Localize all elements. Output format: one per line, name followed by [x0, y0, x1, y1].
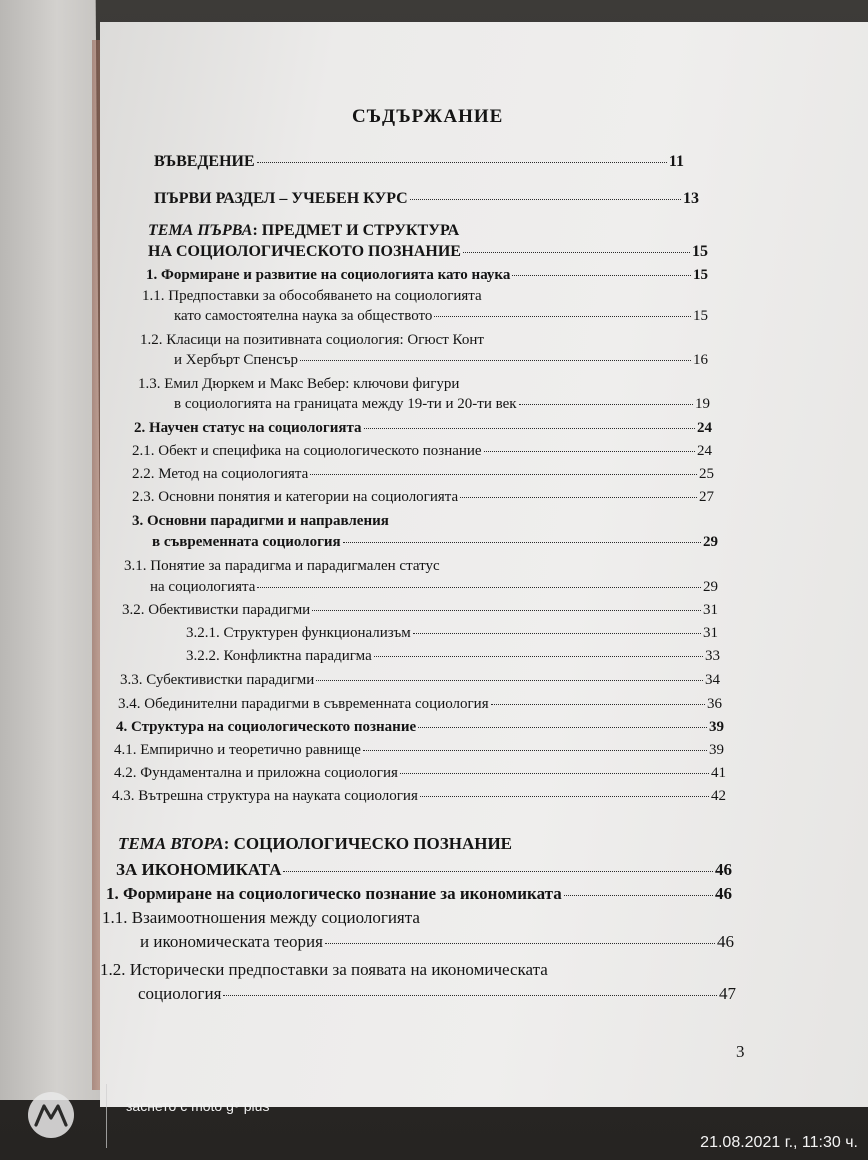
- toc-entry: [174, 352, 708, 369]
- toc-entry-label: 3.4. Обединителни парадигми в съвременната социология: [118, 696, 489, 712]
- leader-dots: [484, 451, 695, 452]
- motorola-logo-icon: [28, 1092, 74, 1138]
- toc-theme-rest: : СОЦИОЛОГИЧЕСКО ПОЗНАНИЕ: [223, 834, 513, 853]
- toc-entry-page: 24: [697, 420, 712, 436]
- toc-entry-label: в съвременната социология: [152, 534, 341, 550]
- toc-theme-rest: : ПРЕДМЕТ И СТРУКТУРА: [252, 222, 460, 239]
- toc-entry-page: 15: [693, 308, 708, 324]
- toc-entry-label: и икономическата теория: [140, 932, 323, 951]
- toc-entry: [186, 625, 718, 642]
- toc-entry: [112, 788, 726, 805]
- watermark-caption: заснето с moto g⁹ plus: [126, 1098, 270, 1114]
- toc-entry-page: 27: [699, 489, 714, 505]
- leader-dots: [364, 428, 695, 429]
- toc-entry: [154, 190, 699, 208]
- toc-entry: [148, 243, 708, 261]
- toc-entry-label: на социологията: [150, 579, 256, 595]
- leader-dots: [283, 871, 713, 872]
- left-page: [0, 0, 104, 1100]
- leader-dots: [325, 943, 715, 944]
- toc-entry: [132, 489, 714, 506]
- toc-entry-label: ЗА ИКОНОМИКАТА: [116, 860, 282, 879]
- toc-theme-heading: [118, 834, 512, 854]
- toc-entry: [138, 984, 736, 1004]
- toc-entry: [122, 602, 718, 619]
- toc-entry-page: 47: [719, 984, 736, 1003]
- leader-dots: [257, 162, 667, 163]
- toc-entry-page: 39: [709, 719, 724, 735]
- toc-entry-page: 42: [711, 788, 726, 804]
- toc-entry: [150, 579, 718, 596]
- toc-entry-label: и Хербърт Спенсър: [174, 352, 299, 368]
- toc-entry-label: 3. Основни парадигми и направления: [132, 513, 389, 529]
- toc-entry-page: 34: [705, 672, 720, 688]
- toc-entry: [152, 534, 718, 551]
- book-page: [100, 22, 868, 1107]
- toc-title: СЪДЪРЖАНИЕ: [352, 106, 504, 127]
- toc-entry-page: 25: [699, 466, 714, 482]
- toc-entry-label: 4.3. Вътрешна структура на науката социология: [112, 788, 418, 804]
- toc-entry-page: 24: [697, 443, 712, 459]
- toc-theme-label: ТЕМА ВТОРА: [118, 834, 224, 853]
- camera-watermark: [0, 1074, 868, 1160]
- leader-dots: [460, 497, 697, 498]
- toc-entry: [186, 648, 720, 665]
- toc-entry-label: 1.3. Емил Дюркем и Макс Вебер: ключови фигури: [138, 376, 460, 392]
- toc-entry-page: 15: [692, 243, 708, 260]
- leader-dots: [418, 727, 707, 728]
- toc-entry-page: 16: [693, 352, 708, 368]
- toc-entry-page: 36: [707, 696, 722, 712]
- toc-entry-label: 4. Структура на социологическото познание: [116, 719, 417, 735]
- toc-entry: [174, 396, 710, 413]
- leader-dots: [519, 404, 693, 405]
- page-number: 3: [736, 1042, 745, 1061]
- leader-dots: [374, 656, 703, 657]
- toc-entry-label: ВЪВЕДЕНИЕ: [154, 153, 255, 170]
- toc-entry-label: 1.1. Взаимоотношения между социологията: [102, 908, 420, 927]
- toc-entry-page: 11: [668, 153, 684, 170]
- toc-entry-label: 1. Формиране на социологическо познание за икономиката: [106, 884, 562, 903]
- watermark-datetime: 21.08.2021 г., 11:30 ч.: [700, 1134, 858, 1151]
- leader-dots: [410, 199, 681, 200]
- toc-entry: [132, 466, 714, 483]
- leader-dots: [316, 680, 703, 681]
- toc-entry-page: 15: [693, 267, 708, 283]
- toc-entry-label: НА СОЦИОЛОГИЧЕСКОТО ПОЗНАНИЕ: [148, 243, 461, 260]
- toc-entry: [114, 765, 726, 782]
- toc-entry: [114, 742, 724, 759]
- toc-entry: [134, 420, 712, 437]
- toc-entry-label: 3.1. Понятие за парадигма и парадигмален статус: [124, 558, 440, 574]
- leader-dots: [312, 610, 701, 611]
- toc-entry-label: 2.2. Метод на социологията: [132, 466, 309, 482]
- toc-entry-label: 1.1. Предпоставки за обособяването на социологията: [142, 288, 482, 304]
- toc-entry-page: 31: [703, 602, 718, 618]
- toc-entry: [154, 153, 684, 171]
- toc-entry: [140, 932, 734, 952]
- toc-entry-page: 31: [703, 625, 718, 641]
- toc-entry-label: 1. Формиране и развитие на социологията като наука: [146, 267, 511, 283]
- leader-dots: [223, 995, 717, 996]
- toc-entry-page: 29: [703, 534, 718, 550]
- toc-entry: [116, 719, 724, 736]
- toc-entry-page: 33: [705, 648, 720, 664]
- leader-dots: [512, 275, 691, 276]
- toc-entry: [116, 860, 732, 880]
- toc-entry-label: 2. Научен статус на социологията: [134, 420, 362, 436]
- leader-dots: [400, 773, 709, 774]
- toc-entry-label: 3.2. Обективистки парадигми: [122, 602, 311, 618]
- watermark-divider: [106, 1084, 107, 1148]
- leader-dots: [257, 587, 701, 588]
- toc-entry-page: 29: [703, 579, 718, 595]
- toc-entry-page: 19: [695, 396, 710, 412]
- toc-entry-label: 4.1. Емпирично и теоретично равнище: [114, 742, 361, 758]
- toc-entry-label: социология: [138, 984, 222, 1003]
- toc-entry-label: 3.3. Субективистки парадигми: [120, 672, 315, 688]
- toc-entry-label: 4.2. Фундаментална и приложна социология: [114, 765, 398, 781]
- toc-theme-label: ТЕМА ПЪРВА: [148, 222, 253, 239]
- toc-entry: [118, 696, 722, 713]
- toc-entry: [120, 672, 720, 689]
- toc-entry-label: 3.2.1. Структурен функционализъм: [186, 625, 411, 641]
- toc-entry-page: 46: [715, 884, 732, 903]
- toc-entry: [146, 267, 708, 284]
- leader-dots: [363, 750, 707, 751]
- toc-entry-label: като самостоятелна наука за обществото: [174, 308, 433, 324]
- toc-entry-label: 2.3. Основни понятия и категории на социологията: [132, 489, 459, 505]
- toc-entry-page: 13: [683, 190, 699, 207]
- toc-entry: [174, 308, 708, 325]
- toc-entry-page: 39: [709, 742, 724, 758]
- leader-dots: [491, 704, 705, 705]
- toc-theme-heading: [148, 222, 459, 240]
- toc-entry-label: 3.2.2. Конфликтна парадигма: [186, 648, 372, 664]
- toc-entry: [106, 884, 732, 904]
- toc-entry-page: 46: [715, 860, 732, 879]
- toc-entry-label: 1.2. Исторически предпоставки за появата на икономическата: [100, 960, 548, 979]
- leader-dots: [420, 796, 709, 797]
- motorola-m-icon: [34, 1103, 68, 1127]
- leader-dots: [413, 633, 701, 634]
- toc-entry-label: в социологията на границата между 19-ти и 20-ти век: [174, 396, 517, 412]
- leader-dots: [300, 360, 691, 361]
- toc-entry-label: 1.2. Класици на позитивната социология: Огюст Конт: [140, 332, 484, 348]
- leader-dots: [310, 474, 697, 475]
- leader-dots: [463, 252, 690, 253]
- leader-dots: [343, 542, 701, 543]
- toc-entry-page: 41: [711, 765, 726, 781]
- toc-entry: [132, 443, 712, 460]
- leader-dots: [564, 895, 713, 896]
- leader-dots: [434, 316, 691, 317]
- toc-entry-label: ПЪРВИ РАЗДЕЛ – УЧЕБЕН КУРС: [154, 190, 408, 207]
- toc-entry-page: 46: [717, 932, 734, 951]
- toc-entry-label: 2.1. Обект и специфика на социологическото познание: [132, 443, 482, 459]
